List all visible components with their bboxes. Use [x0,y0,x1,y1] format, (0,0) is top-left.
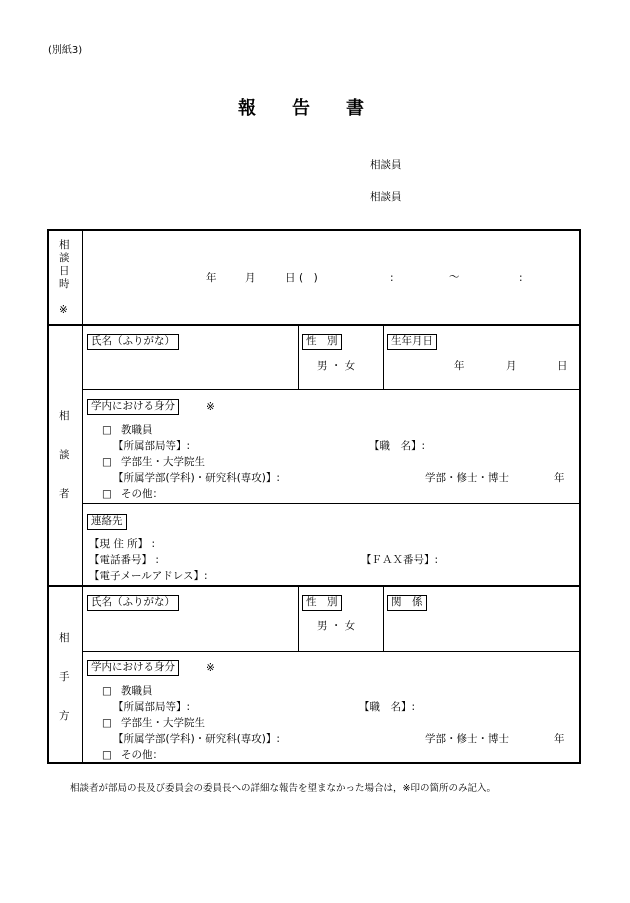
divider-opponent-status [82,651,579,652]
opponent-grade-unit: 年 [554,733,565,745]
checkbox-icon[interactable]: □ [102,717,112,729]
consulter-grade-unit: 年 [554,472,565,484]
opponent-dept-field: 【所属部局等】: [113,701,191,713]
opponent-sex-value: 男 ・ 女 [317,620,356,632]
checkbox-icon[interactable]: □ [102,424,112,436]
checkbox-icon[interactable]: □ [102,749,112,761]
divider-consulter [49,585,579,587]
consulter-fax-field: 【ＦＡＸ番号】: [361,554,439,566]
datetime-label-3: 日 [59,265,70,277]
divider-datetime [49,324,579,326]
consulter-faculty-field: 【所属学部(学科)・研究科(専攻)】: [113,472,280,484]
datetime-required-mark: ※ [59,304,68,316]
consulter-label-2: 談 [59,449,70,461]
opponent-relation-label: 関 係 [387,595,427,611]
document-title: 報 告 書 [238,98,364,119]
consulter-birth-year: 年 [454,360,465,372]
consulter-status-label: 学内における身分 [87,399,179,415]
datetime-label-2: 談 [59,252,70,264]
divider-consulter-birth [383,325,384,389]
consulter-status-mark: ※ [206,401,215,413]
opponent-faculty-field: 【所属学部(学科)・研究科(専攻)】: [113,733,280,745]
divider-consulter-contact [82,503,579,504]
report-form-table [47,229,581,764]
opponent-student-option: 学部生・大学院生 [121,717,205,729]
datetime-end-colon: : [519,272,523,284]
opponent-status-mark: ※ [206,662,215,674]
checkbox-icon[interactable]: □ [102,456,112,468]
opponent-degree-options: 学部・修士・博士 [425,733,509,745]
consulter-contact-label: 連絡先 [87,514,127,530]
consulter-birth-month: 月 [506,360,517,372]
datetime-tilde: 〜 [449,271,460,283]
opponent-status-label: 学内における身分 [87,660,179,676]
footnote: 相談者が部局の長及び委員会の委員長への詳細な報告を望まなかった場合は，※印の箇所のみ記入。 [70,783,496,794]
checkbox-icon[interactable]: □ [102,488,112,500]
consulter-other-option: その他： [121,488,163,500]
consulter-name-label: 氏名（ふりがな） [87,334,179,350]
opponent-position-field: 【職 名】: [359,701,416,713]
label-column-divider [82,231,83,762]
consulter-birth-label: 生年月日 [387,334,437,350]
consulter-email-field: 【電子メールアドレス】: [89,570,208,582]
checkbox-icon[interactable]: □ [102,685,112,697]
datetime-month-unit: 月 [245,272,256,284]
datetime-day-unit: 日 [285,272,296,284]
divider-consulter-status [82,389,579,390]
consulter-sex-label: 性 別 [302,334,342,350]
consulter-birth-day: 日 [557,360,568,372]
consulter-position-field: 【職 名】: [369,440,426,452]
consulter-label-3: 者 [59,488,70,500]
opponent-label-3: 方 [59,710,70,722]
opponent-sex-label: 性 別 [302,595,342,611]
consultant-line-1: 相談員 [370,159,402,171]
consulter-sex-value: 男 ・ 女 [317,360,356,372]
opponent-label-2: 手 [59,671,70,683]
consulter-staff-option: 教職員 [121,424,153,436]
datetime-year-unit: 年 [206,272,217,284]
consulter-address-field: 【現 住 所】 : [89,538,156,550]
consultant-line-2: 相談員 [370,191,402,203]
consulter-phone-field: 【電話番号】 : [89,554,159,566]
consulter-student-option: 学部生・大学院生 [121,456,205,468]
divider-opponent-relation [383,587,384,651]
divider-opponent-sex [298,587,299,651]
datetime-label-1: 相 [59,239,70,251]
opponent-other-option: その他： [121,749,163,761]
divider-consulter-sex [298,325,299,389]
datetime-weekday: ( ) [299,272,318,284]
consulter-dept-field: 【所属部局等】: [113,440,191,452]
consulter-degree-options: 学部・修士・博士 [425,472,509,484]
opponent-staff-option: 教職員 [121,685,153,697]
consulter-label-1: 相 [59,410,70,422]
datetime-start-colon: : [390,272,394,284]
annex-label: (別紙3) [48,45,83,56]
opponent-label-1: 相 [59,632,70,644]
opponent-name-label: 氏名（ふりがな） [87,595,179,611]
datetime-label-4: 時 [59,278,70,290]
